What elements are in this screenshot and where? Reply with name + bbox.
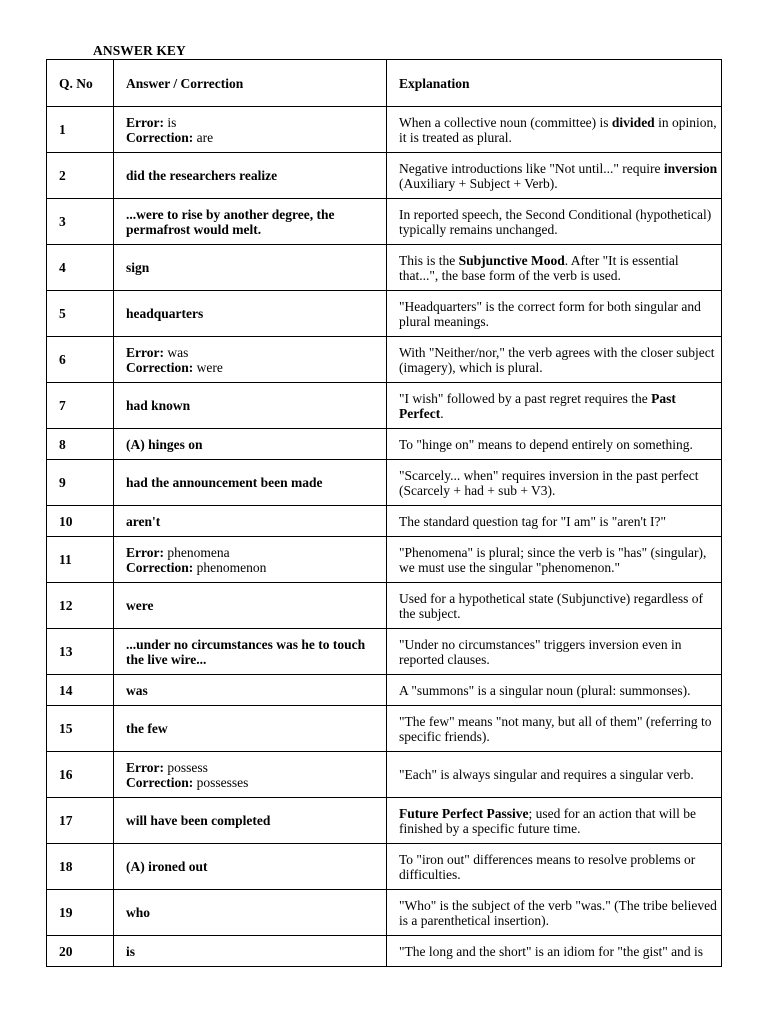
answer-cell [114, 506, 387, 537]
question-number: 13 [47, 629, 114, 675]
table-row [47, 752, 722, 798]
error-label: Error: [126, 114, 164, 130]
correction-label: Correction: [126, 359, 194, 375]
answer-cell [114, 706, 387, 752]
correction-value: phenomenon [196, 559, 267, 575]
explanation-text: "Under no circumstances" triggers inversion even in reported clauses. [399, 636, 682, 667]
question-number: 6 [47, 337, 114, 383]
answer-cell [114, 153, 387, 199]
table-row [47, 383, 722, 429]
answer-cell [114, 429, 387, 460]
answer-cell [114, 890, 387, 936]
explanation-cell [387, 383, 722, 429]
table-row [47, 153, 722, 199]
table-row [47, 460, 722, 506]
answer-text: ...were to rise by another degree, the permafrost would melt. [126, 206, 335, 237]
explanation-cell [387, 890, 722, 936]
answer-text: the few [126, 721, 168, 736]
explanation-text: "I wish" followed by a past regret requires the [399, 390, 652, 406]
answer-text: sign [126, 260, 150, 275]
explanation-text: "Each" is always singular and requires a singular verb. [399, 767, 694, 782]
table-header-row [47, 60, 722, 107]
answer-text: aren't [126, 513, 161, 529]
table-row [47, 706, 722, 752]
answer-text: will have been completed [126, 813, 271, 828]
answer-rows [47, 107, 722, 967]
explanation-emphasis: Subjunctive Mood [458, 252, 565, 268]
question-number: 18 [47, 844, 114, 890]
error-value: is [167, 114, 177, 130]
question-number: 8 [47, 429, 114, 460]
explanation-text: Used for a hypothetical state (Subjunctive) regardless of the subject. [399, 590, 704, 621]
error-value: was [167, 344, 189, 360]
answer-cell [114, 537, 387, 583]
table-row [47, 890, 722, 936]
question-number: 16 [47, 752, 114, 798]
answer-text: had known [126, 398, 191, 413]
answer-cell [114, 337, 387, 383]
explanation-text: To "iron out" differences means to resolve problems or difficulties. [399, 851, 696, 882]
explanation-text: The standard question tag for "I am" is "aren't I?" [399, 513, 667, 529]
answer-cell [114, 675, 387, 706]
answer-cell [114, 245, 387, 291]
answer-text: (A) hinges on [126, 436, 203, 452]
explanation-text: . [440, 405, 444, 421]
explanation-cell [387, 798, 722, 844]
answer-text: were [126, 598, 154, 613]
table-row [47, 537, 722, 583]
page-title: ANSWER KEY [93, 43, 186, 58]
table-row [47, 429, 722, 460]
explanation-text: "Scarcely... when" requires inversion in the past perfect (Scarcely + had + sub + V3). [399, 467, 699, 498]
table-row [47, 506, 722, 537]
explanation-text: To "hinge on" means to depend entirely on something. [399, 436, 693, 452]
explanation-text: In reported speech, the Second Conditional (hypothetical) typically remains unchanged. [399, 206, 712, 237]
correction-label: Correction: [126, 129, 194, 145]
explanation-cell [387, 107, 722, 153]
explanation-cell [387, 337, 722, 383]
answer-text: did the researchers realize [126, 168, 278, 183]
explanation-text: "The few" means "not many, but all of them" (referring to specific friends). [399, 713, 712, 744]
table-row [47, 199, 722, 245]
table-row [47, 337, 722, 383]
error-value: possess [167, 759, 208, 775]
answer-text: (A) ironed out [126, 859, 208, 874]
question-number: 17 [47, 798, 114, 844]
correction-value: were [196, 359, 223, 375]
answer-key-table [46, 59, 722, 967]
table-row [47, 107, 722, 153]
answer-cell [114, 936, 387, 967]
explanation-text: With "Neither/nor," the verb agrees with the closer subject (imagery), which is plural. [399, 344, 715, 375]
explanation-text: (Auxiliary + Subject + Verb). [399, 175, 558, 191]
answer-cell [114, 629, 387, 675]
error-value: phenomena [167, 544, 230, 560]
question-number: 20 [47, 936, 114, 967]
error-label: Error: [126, 544, 164, 560]
table-row [47, 675, 722, 706]
correction-value: are [196, 129, 214, 145]
explanation-cell [387, 199, 722, 245]
question-number: 12 [47, 583, 114, 629]
explanation-text: . After "It is essential that...", the base form of the verb is used. [399, 252, 679, 283]
question-number: 19 [47, 890, 114, 936]
answer-cell [114, 460, 387, 506]
header-explanation: Explanation [387, 60, 722, 107]
table-row [47, 583, 722, 629]
error-label: Error: [126, 344, 164, 360]
answer-text: was [126, 682, 148, 698]
explanation-cell [387, 245, 722, 291]
answer-text: ...under no circumstances was he to touch the live wire... [126, 636, 366, 667]
question-number: 10 [47, 506, 114, 537]
explanation-cell [387, 460, 722, 506]
explanation-text: This is the [399, 252, 459, 268]
explanation-text: in opinion, it is treated as plural. [399, 114, 717, 145]
explanation-cell [387, 844, 722, 890]
explanation-text: ; used for an action that will be finished by a specific future time. [399, 805, 697, 836]
answer-text: had the announcement been made [126, 475, 323, 490]
answer-cell [114, 798, 387, 844]
explanation-cell [387, 153, 722, 199]
explanation-emphasis: inversion [663, 160, 718, 176]
error-label: Error: [126, 759, 164, 775]
explanation-cell [387, 706, 722, 752]
explanation-text: "The long and the short" is an idiom for "the gist" and is [399, 943, 704, 959]
correction-label: Correction: [126, 559, 194, 575]
explanation-cell [387, 429, 722, 460]
answer-cell [114, 291, 387, 337]
explanation-cell [387, 752, 722, 798]
explanation-cell [387, 583, 722, 629]
explanation-emphasis: Past Perfect [399, 390, 676, 421]
answer-cell [114, 383, 387, 429]
table-row [47, 291, 722, 337]
table-row [47, 798, 722, 844]
question-number: 4 [47, 245, 114, 291]
answer-cell [114, 199, 387, 245]
explanation-cell [387, 629, 722, 675]
answer-text: who [126, 905, 151, 920]
question-number: 11 [47, 537, 114, 583]
explanation-cell [387, 537, 722, 583]
question-number: 7 [47, 383, 114, 429]
explanation-text: A "summons" is a singular noun (plural: summonses). [399, 682, 691, 698]
question-number: 14 [47, 675, 114, 706]
table-row [47, 936, 722, 967]
table-row [47, 245, 722, 291]
question-number: 9 [47, 460, 114, 506]
explanation-text: "Headquarters" is the correct form for both singular and plural meanings. [399, 298, 701, 329]
explanation-cell [387, 506, 722, 537]
answer-cell [114, 844, 387, 890]
explanation-cell [387, 675, 722, 706]
question-number: 3 [47, 199, 114, 245]
explanation-cell [387, 936, 722, 967]
answer-cell [114, 583, 387, 629]
explanation-text: Negative introductions like "Not until..." require [399, 160, 664, 176]
question-number: 15 [47, 706, 114, 752]
explanation-text: When a collective noun (committee) is [399, 114, 612, 130]
explanation-emphasis: Future Perfect Passive [399, 805, 529, 821]
correction-value: possesses [196, 774, 249, 790]
answer-text: is [126, 943, 136, 959]
explanation-text: "Who" is the subject of the verb "was." (The tribe believed is a parenthetical insertion). [399, 897, 717, 928]
table-row [47, 844, 722, 890]
correction-label: Correction: [126, 774, 194, 790]
answer-text: headquarters [126, 306, 204, 321]
question-number: 1 [47, 107, 114, 153]
table-row [47, 629, 722, 675]
header-qno: Q. No [47, 60, 114, 107]
question-number: 2 [47, 153, 114, 199]
explanation-emphasis: divided [611, 114, 655, 130]
header-answer: Answer / Correction [114, 60, 387, 107]
explanation-text: "Phenomena" is plural; since the verb is "has" (singular), we must use the singular "phenomenon." [399, 544, 707, 575]
answer-cell [114, 752, 387, 798]
answer-cell [114, 107, 387, 153]
explanation-cell [387, 291, 722, 337]
question-number: 5 [47, 291, 114, 337]
